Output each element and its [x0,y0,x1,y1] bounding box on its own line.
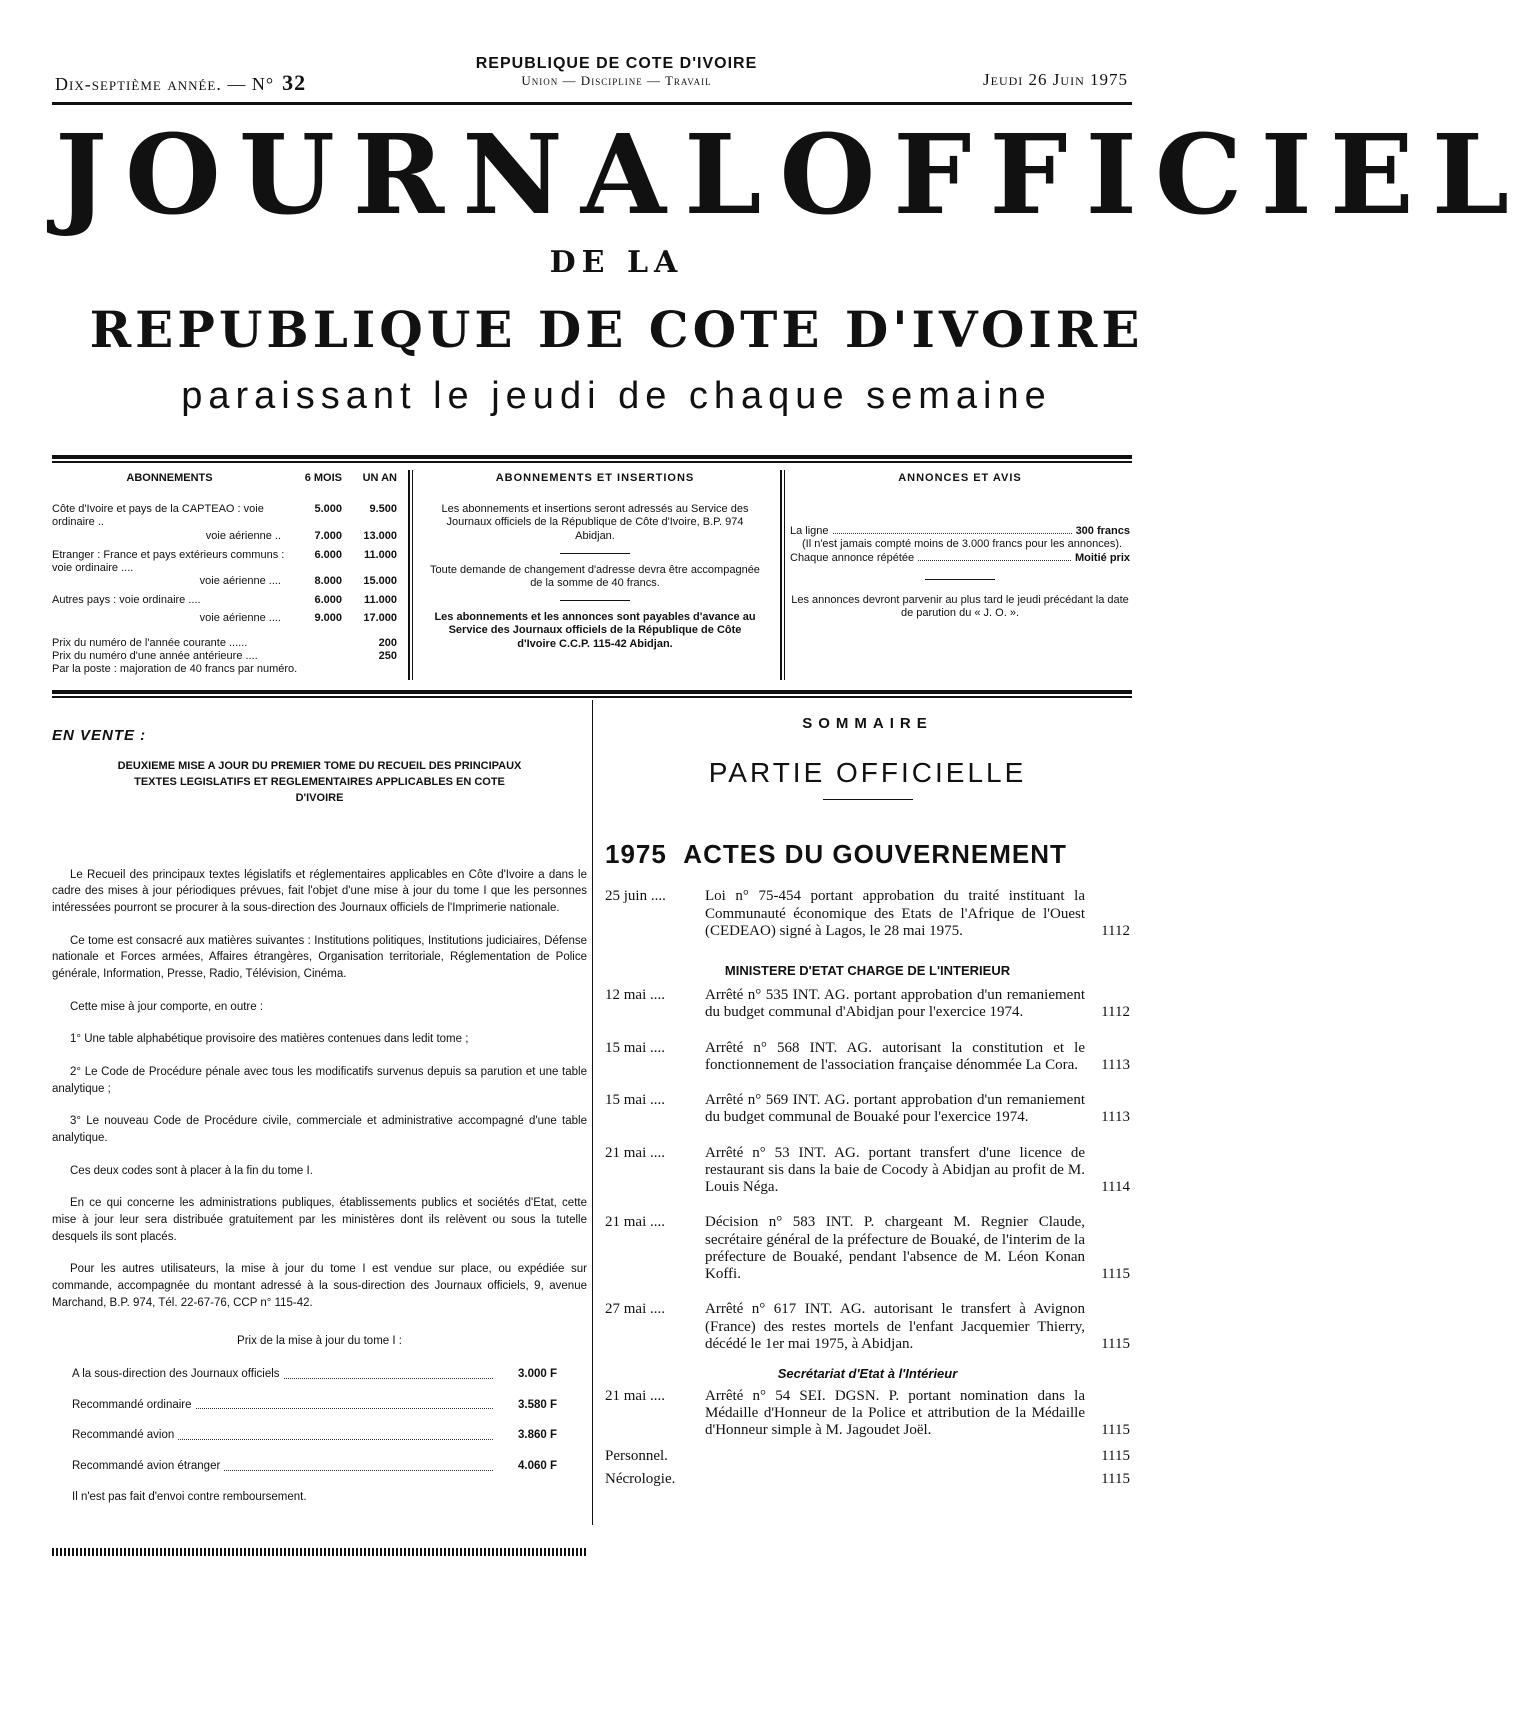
entry-date: 21 mai .... [605,1387,665,1404]
poste-note: Par la poste : majoration de 40 francs par numéro. [52,663,298,676]
prix-row [72,1366,557,1383]
entry-page: 1114 [1101,1179,1130,1196]
tarif-value: 11.000 [363,594,397,607]
entry-page: 1115 [1101,1470,1130,1487]
entry-date: 27 mai .... [605,1301,665,1318]
motto: Union — Discipline — Travail [521,73,712,88]
tarif-value: 9.000 [314,611,342,624]
sommaire-entry [605,1092,1130,1127]
insertions-p2: Toute demande de changement d'adresse devra être accompagnée de la somme de 40 francs. [430,563,760,589]
prix-value: 4.060 F [518,1460,557,1473]
entry-page: 1115 [1101,1266,1130,1283]
entry-text: Arrêté n° 54 SEI. DGSN. P. portant nomination dans la Médaille d'Honneur de la Police et attribution de la Médaille d'Honneur simple à M. Jagoudet Joël. [705,1387,1085,1439]
necrologie-entry [605,1471,1130,1488]
entry-text: Arrêté n° 617 INT. AG. autorisant le transfert à Avignon (France) des restes mortels de l'enfant Jacquemier Thierry, décédé le 1er mai 1975, à Abidjan. [705,1301,1085,1352]
entry-date: 21 mai .... [605,1214,665,1231]
entry-page: 1112 [1101,1004,1130,1021]
actes-title: ACTES DU GOUVERNEMENT [683,839,1067,870]
entry-page: 1112 [1101,922,1130,939]
issue-date: Jeudi 26 Juin 1975 [983,70,1128,89]
vente-paragraph: Ce tome est consacré aux matières suivantes : Institutions politiques, Institutions judiciaires, Défense nationale et Forces armées, Affaires étrangères, Organisation territoriale, Réglementation de Police générale, Information, Presse, Radio, Télévision, Cinéma. [52,934,587,980]
separator [823,799,913,800]
box-top-rule-2 [52,461,1132,463]
en-vente-heading: EN VENTE : [52,727,147,744]
tarif-value: 11.000 [363,548,397,561]
prix-value: 200 [378,636,397,649]
issue-number: 32 [282,70,307,95]
sommaire-entry [605,1301,1130,1353]
col-unan: UN AN [362,472,397,484]
prix-label: Recommandé avion étranger [72,1460,221,1473]
tarif-label: Autres pays : voie ordinaire .... [52,594,201,607]
box-top-rule [52,455,1132,459]
secretariat-heading: Secrétariat d'Etat à l'Intérieur [777,1366,958,1382]
box-divider-2 [780,470,782,680]
prix-label: Recommandé ordinaire [72,1398,192,1411]
prix-label: A la sous-direction des Journaux officiels [72,1368,280,1380]
publication-frequency: paraissant le jeudi de chaque semaine [181,375,1052,417]
prix-title: Prix de la mise à jour du tome I : [237,1335,402,1348]
entry-text: Arrêté n° 569 INT. AG. portant approbation d'un remaniement du budget communal de Bouaké pour l'exercice 1974. [705,1092,1085,1126]
entry-text: Nécrologie. [605,1470,676,1487]
entry-date: 12 mai .... [605,987,665,1004]
year-label: Dix-septième année. — N° [55,74,275,94]
vente-paragraph: Cette mise à jour comporte, en outre : [70,1000,264,1013]
annonces-delai: Les annonces devront parvenir au plus tard le jeudi précédant la date de parution du « J. O. ». [791,593,1129,619]
vente-paragraph: 1° Une table alphabétique provisoire des matières contenues dans ledit tome ; [70,1033,469,1046]
prix-row [72,1458,557,1475]
separator [560,600,630,601]
separator [560,553,630,554]
sommaire-title: SOMMAIRE [802,715,933,732]
masthead-officiel: OFFICIEL [779,110,1527,239]
tarif-label: voie aérienne .... [199,611,281,624]
prix-row [72,1397,557,1414]
no-envoi-note: Il n'est pas fait d'envoi contre remboursement. [72,1490,307,1503]
en-vente-section [52,725,587,1505]
tarif-label: Etranger : France et pays extérieurs communs : voie ordinaire .... [52,548,285,574]
prix-label: Prix du numéro de l'année courante ...... [52,636,248,649]
entry-text: Personnel. [605,1447,668,1464]
entry-text: Décision n° 583 INT. P. chargeant M. Regnier Claude, secrétaire général de la préfecture de Bouaké, de l'interim de la préfecture de Bouaké, pendant l'absence de M. Léon Konan Koffi. [705,1214,1085,1283]
vente-title: DEUXIEME MISE A JOUR DU PREMIER TOME DU RECUEIL DES PRINCIPAUX TEXTES LEGISLATIFS ET REGLEMENTAIRES APPLICABLES EN COTE D'IVOIRE [117,759,522,804]
masthead [55,110,1527,239]
personnel-entry [605,1448,1130,1465]
insertions-box [420,472,770,687]
masthead-journal: JOURNAL [55,110,780,239]
ligne-value: 300 francs [1075,525,1130,538]
insertions-p3: Les abonnements et les annonces sont payables d'avance au Service des Journaux officiels de la République de Côte d'Ivoire C.C.P. 115-42 Abidjan. [434,611,756,650]
prix-value: 3.860 F [518,1429,557,1442]
tarif-value: 13.000 [363,529,397,542]
prix-row [72,1427,557,1444]
col-6mois: 6 MOIS [304,472,342,484]
tarif-value: 15.000 [363,575,397,588]
prix-label: Prix du numéro d'une année antérieure .... [52,649,258,662]
vente-paragraph: En ce qui concerne les administrations publiques, établissements publics et sociétés d'Etat, cette mise à jour leur sera distribuée gratuitement par les ministères dont ils relèvent ou sous la tutelle desquels ils sont placés. [52,1197,587,1243]
decorative-border [52,1548,587,1556]
actes-heading [605,840,1130,870]
tarif-value: 7.000 [314,529,342,542]
tarif-value: 6.000 [314,594,342,607]
entry-text: Arrêté n° 535 INT. AG. portant approbation d'un remaniement du budget communal d'Abidjan pour l'exercice 1974. [705,987,1085,1021]
entry-page: 1113 [1101,1056,1130,1073]
box-bottom-rule [52,690,1132,694]
prix-value: 250 [378,649,397,662]
insertions-title: ABONNEMENTS ET INSERTIONS [495,472,695,484]
tarif-value: 17.000 [363,611,397,624]
republique-title: REPUBLIQUE DE COTE D'IVOIRE [89,300,1144,359]
column-divider [592,700,593,1525]
separator [925,579,995,580]
sommaire-entry [605,1388,1130,1440]
vente-paragraph: Pour les autres utilisateurs, la mise à jour du tome I est vendue sur place, ou expédiée sur commande, accompagnée du montant adressé à la sous-direction des Journaux officiels, 9, avenue Marchand, B.P. 974, Tél. 22-67-76, CCP n° 115-42. [52,1263,587,1309]
ligne-label: La ligne [790,525,829,538]
tarif-label: Côte d'Ivoire et pays de la CAPTEAO : voie ordinaire .. [52,503,264,529]
entry-page: 1115 [1101,1447,1130,1464]
entry-text: Arrêté n° 568 INT. AG. autorisant la constitution et le fonctionnement de l'association française dénommée La Cora. [705,1039,1085,1073]
box-divider-2b [784,470,785,680]
entry-date: 25 juin .... [605,888,666,905]
entry-page: 1115 [1101,1335,1130,1352]
sommaire-entry [605,888,1130,940]
repetee-value: Moitié prix [1074,551,1130,564]
vente-paragraph: 3° Le nouveau Code de Procédure civile, commerciale et administrative accompagné d'une table analytique. [52,1115,587,1144]
partie-officielle: PARTIE OFFICIELLE [708,757,1027,789]
tarif-value: 6.000 [314,548,342,561]
sommaire-entry [605,987,1130,1022]
entry-page: 1115 [1101,1422,1130,1439]
actes-year: 1975 [605,839,667,870]
annonces-title: ANNONCES ET AVIS [898,472,1022,484]
de-la: DE LA [549,245,684,280]
sommaire-entry [605,1145,1130,1197]
sommaire-entry [605,1214,1130,1283]
tarif-label: voie aérienne .. [205,529,281,542]
header-rule [52,102,1132,105]
prix-value: 3.000 F [518,1368,557,1380]
tarif-value: 5.000 [314,503,342,516]
country-name: REPUBLIQUE DE COTE D'IVOIRE [475,55,758,72]
ministere-heading: MINISTERE D'ETAT CHARGE DE L'INTERIEUR [724,963,1011,979]
insertions-p1: Les abonnements et insertions seront adressés au Service des Journaux officiels de la République de Côte d'Ivoire, B.P. 974 Abidjan. [441,503,749,542]
repetee-label: Chaque annonce répétée [790,551,915,564]
box-bottom-rule-2 [52,696,1132,698]
vente-paragraph: 2° Le Code de Procédure pénale avec tous les modificatifs survenus depuis sa parution et une table analytique ; [52,1065,587,1095]
tarif-label: voie aérienne .... [199,575,281,588]
sommaire-section [605,715,1130,1488]
entry-date: 15 mai .... [605,1092,665,1109]
annonces-box [790,472,1130,687]
sommaire-entry [605,1040,1130,1075]
vente-paragraph: Le Recueil des principaux textes législatifs et réglementaires applicables en Côte d'Ivoire a dans le cadre des mises à jour périodiques prévues, fait l'objet d'une mise à jour du tome I que les personnes intéressées pourront se procurer à la sous-direction des Journaux officiels de l'Imprimerie nationale. [52,868,587,914]
ligne-note: (Il n'est jamais compté moins de 3.000 francs pour les annonces). [802,538,1123,551]
entry-text: Loi n° 75-454 portant approbation du traité instituant la Communauté économique des Etats de l'Afrique de l'Ouest (CEDEAO) signé à Lagos, le 28 mai 1975. [705,888,1085,939]
vente-paragraph: Ces deux codes sont à placer à la fin du tome I. [70,1164,313,1177]
tarif-value: 9.500 [369,503,397,516]
entry-text: Arrêté n° 53 INT. AG. portant transfert d'une licence de restaurant sis dans la baie de Cocody à Abidjan au profit de M. Louis Néga. [705,1144,1085,1196]
prix-value: 3.580 F [518,1398,557,1411]
entry-page: 1113 [1101,1109,1130,1126]
tarif-value: 8.000 [314,575,342,588]
abonnements-title: ABONNEMENTS [126,472,213,484]
box-divider-1b [412,470,413,680]
prix-label: Recommandé avion [72,1429,175,1442]
entry-date: 15 mai .... [605,1039,665,1056]
abonnements-box [52,472,397,687]
entry-date: 21 mai .... [605,1144,665,1161]
box-divider-1 [408,470,410,680]
